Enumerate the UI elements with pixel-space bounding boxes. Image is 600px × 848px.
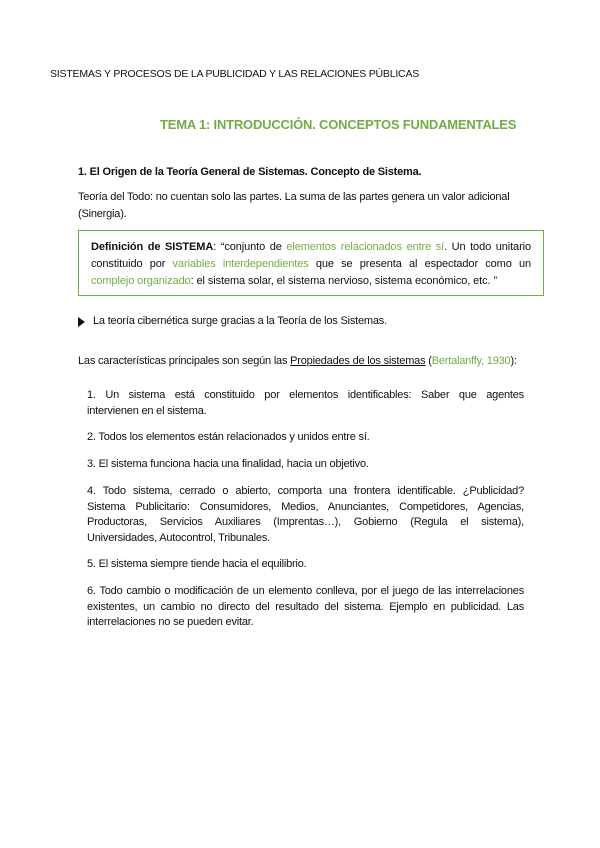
highlight-text: variables interdependientes (172, 258, 309, 270)
definition-line-2: constituido por variables interdependientes que se presenta al espectador como un (91, 258, 531, 270)
arrow-bullet-icon (78, 317, 85, 327)
intro-paragraph (78, 189, 538, 222)
bullet-item (78, 315, 387, 327)
properties-reference: Propiedades de los sistemas (290, 355, 426, 367)
properties-intro: Las características principales son según las Propiedades de los sistemas (Bertalanffy, 1930): (78, 355, 517, 367)
property-item-1: 1. Un sistema está constituido por elementos identificables: Saber que agentes intervienen en el sistema. (87, 389, 524, 417)
citation: Bertalanffy, 1930 (431, 355, 511, 367)
section-title: 1. El Origen de la Teoría General de Sistemas. Concepto de Sistema. (78, 166, 422, 178)
highlight-text: complejo organizado (91, 275, 191, 287)
topic-title: TEMA 1: INTRODUCCIÓN. CONCEPTOS FUNDAMENTALES (160, 117, 517, 132)
property-item-2: 2. Todos los elementos están relacionados y unidos entre sí. (87, 431, 370, 443)
paragraph-line: (Sinergia). (78, 207, 127, 220)
paragraph-line: Teoría del Todo: no cuentan solo las partes. La suma de las partes genera un valor adicional (78, 191, 510, 203)
property-item-3: 3. El sistema funciona hacia una finalidad, hacia un objetivo. (87, 458, 369, 470)
document-header: SISTEMAS Y PROCESOS DE LA PUBLICIDAD Y LAS RELACIONES PÚBLICAS (50, 68, 420, 80)
definition-line-3: complejo organizado: el sistema solar, el sistema nervioso, sistema económico, etc. ” (91, 275, 498, 287)
definition-box (78, 230, 544, 296)
definition-label: Definición de SISTEMA (91, 241, 214, 253)
definition-line-1: Definición de SISTEMA: “conjunto de elementos relacionados entre sí. Un todo unitario (91, 241, 531, 253)
property-item-6: 6. Todo cambio o modificación de un elemento conlleva, por el juego de las interrelaciones existentes, un cambio no directo del resultado del sistema. Ejemplo en publicidad. Las interrelaciones no se pueden evitar. (87, 585, 524, 628)
property-item-4: 4. Todo sistema, cerrado o abierto, comporta una frontera identificable. ¿Publicidad? Sistema Publicitario: Consumidores, Medios, Anunciantes, Competidores, Agencias, Productoras, Servicios Auxiliares (Imprentas…), Gobierno (Regula el sistema), Universidades, Autocontrol, Tribunales. (87, 485, 524, 544)
bullet-text: La teoría cibernética surge gracias a la Teoría de los Sistemas. (93, 315, 387, 327)
highlight-text: elementos relacionados entre sí (286, 241, 445, 253)
property-item-5: 5. El sistema siempre tiende hacia el equilibrio. (87, 558, 307, 570)
